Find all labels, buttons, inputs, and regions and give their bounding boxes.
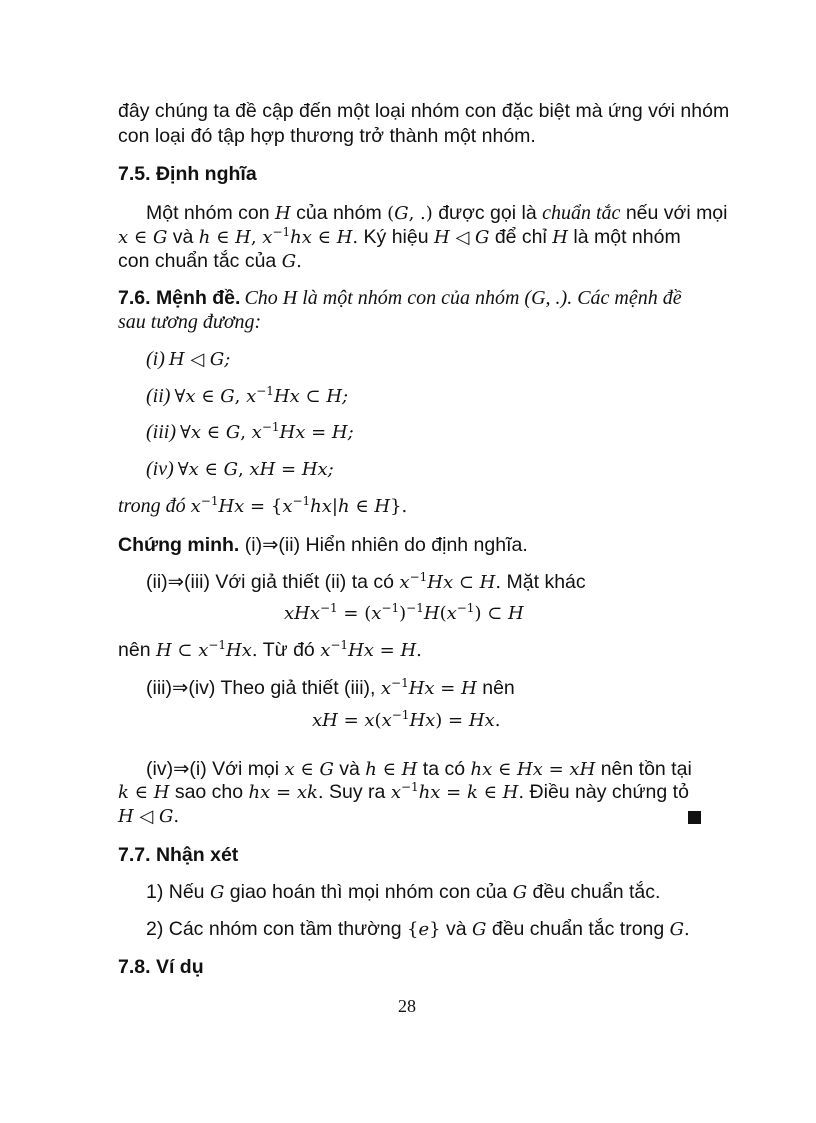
proof-equation-1: $xHx^{-1} = (x^{-1})^{-1}H(x^{-1})$ ⊂ H xyxy=(284,601,524,624)
proposition-line-1: 7.6. Mệnh đề. Cho H là một nhóm con của nhóm (G, .). Các mệnh đề xyxy=(118,287,682,309)
remark-heading: 7.7. Nhận xét xyxy=(118,844,239,866)
proposition-item-ii: (ii) ∀x ∈ G, $x^{-1}Hx$ ⊂ H; xyxy=(146,384,349,407)
proof-line-7: H ◁ G. xyxy=(118,806,180,827)
proof-line-3: nên H ⊂ $x^{-1}Hx$. Từ đó $x^{-1}Hx = H$. xyxy=(118,638,422,661)
remark-item-2: 2) Các nhóm con tầm thường {e} và G đều chuẩn tắc trong G. xyxy=(146,918,690,940)
remark-item-1: 1) Nếu G giao hoán thì mọi nhóm con của G đều chuẩn tắc. xyxy=(146,881,661,903)
intro-line-2: con loại đó tập hợp thương trở thành một nhóm. xyxy=(118,125,536,147)
definition-term: chuẩn tắc xyxy=(542,202,621,224)
qed-square-icon xyxy=(688,811,701,824)
definition-line-2: x ∈ G và h ∈ H, $x^{-1}hx$ ∈ H. Ký hiệu H ◁ G để chỉ H là một nhóm xyxy=(118,225,681,248)
definition-line-3: con chuẩn tắc của G. xyxy=(118,250,302,272)
proof-line-6: k ∈ H sao cho hx = xk. Suy ra $x^{-1}hx = k$ ∈ H. Điều này chứng tỏ xyxy=(118,780,689,803)
proposition-item-iii: (iii) ∀x ∈ G, $x^{-1}Hx = H$; xyxy=(146,420,354,443)
definition-line-1: Một nhóm con H của nhóm (G, .) được gọi là chuẩn tắc nếu với mọi xyxy=(146,202,728,224)
proposition-line-2: sau tương đương: xyxy=(118,311,262,333)
proof-line-1: Chứng minh. (i)⇒(ii) Hiển nhiên do định nghĩa. xyxy=(118,534,528,556)
proposition-where: trong đó $x^{-1}Hx = \{x^{-1}hx|h$ ∈ H}. xyxy=(118,494,408,517)
proof-line-5: (iv)⇒(i) Với mọi x ∈ G và h ∈ H ta có hx ∈ Hx = xH nên tồn tại xyxy=(146,758,692,780)
definition-heading: 7.5. Định nghĩa xyxy=(118,163,257,185)
proof-line-2: (ii)⇒(iii) Với giả thiết (ii) ta có $x^{-1}Hx$ ⊂ H. Mặt khác xyxy=(146,570,586,593)
proposition-item-iv: (iv) ∀x ∈ G, xH = Hx; xyxy=(146,458,334,480)
proposition-heading: 7.6. Mệnh đề. xyxy=(118,287,241,309)
page-number: 28 xyxy=(398,996,416,1016)
proof-equation-2: xH = $x(x^{-1}Hx) = Hx$. xyxy=(312,708,501,731)
intro-line-1: đây chúng ta đề cập đến một loại nhóm con đặc biệt mà ứng với nhóm xyxy=(118,100,730,122)
proof-line-4: (iii)⇒(iv) Theo giả thiết (iii), $x^{-1}Hx = H$ nên xyxy=(146,676,515,699)
proposition-item-i: (i) H ◁ G; xyxy=(146,348,231,370)
example-heading: 7.8. Ví dụ xyxy=(118,956,204,978)
proof-heading: Chứng minh. xyxy=(118,534,240,556)
